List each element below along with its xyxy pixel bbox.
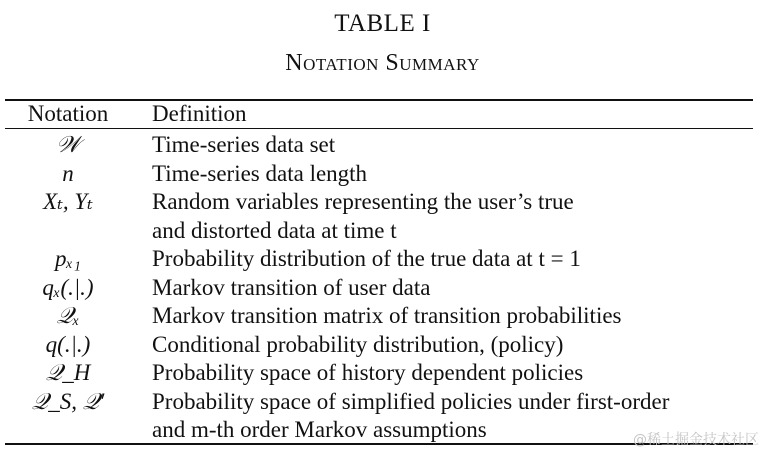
definition-text: Probability distribution of the true data at t = 1 (152, 246, 581, 271)
notation-symbol: n (62, 160, 74, 186)
notation-symbol: 𝒬ₓ (56, 303, 80, 328)
notation-symbol: 𝒬_S, 𝒬′ (31, 388, 105, 414)
notation-symbol: qₓ(.|.) (42, 274, 94, 300)
definition-text: Probability space of history dependent policies (152, 360, 584, 385)
definition-text: Markov transition of user data (152, 274, 431, 300)
table-title: TABLE I (334, 10, 431, 37)
table-row (0, 245, 765, 274)
table-row (0, 274, 765, 303)
definition-text: Markov transition matrix of transition probabilities (152, 303, 622, 328)
definition-text: Random variables representing the user’s true (152, 189, 574, 214)
definition-text: Time-series data length (152, 160, 368, 186)
header-definition: Definition (152, 101, 247, 126)
notation-symbol: q(.|.) (45, 331, 91, 357)
table-row (0, 302, 765, 331)
notation-symbol: pₓ₁ (54, 246, 82, 271)
definition-text-continued: and distorted data at time t (152, 217, 397, 243)
table-row (0, 160, 765, 189)
table-row (0, 131, 765, 160)
notation-symbol: 𝒬_H (45, 360, 91, 385)
definition-text: Probability space of simplified policies under first-order (152, 388, 670, 414)
definition-text: Conditional probability distribution, (policy) (152, 331, 564, 357)
header-rule (5, 128, 753, 129)
table-subtitle: Notation Summary (285, 50, 480, 76)
notation-symbol: 𝒲 (55, 132, 81, 157)
table-body (0, 131, 765, 445)
notation-symbol: Xₜ, Yₜ (43, 189, 93, 214)
table-row (0, 188, 765, 245)
definition-text: Time-series data set (152, 132, 336, 157)
table-row (0, 331, 765, 360)
definition-text-continued: and m-th order Markov assumptions (152, 417, 487, 442)
header-notation: Notation (27, 101, 109, 126)
watermark: @稀土掘金技术社区 (633, 432, 759, 448)
table-row (0, 359, 765, 388)
